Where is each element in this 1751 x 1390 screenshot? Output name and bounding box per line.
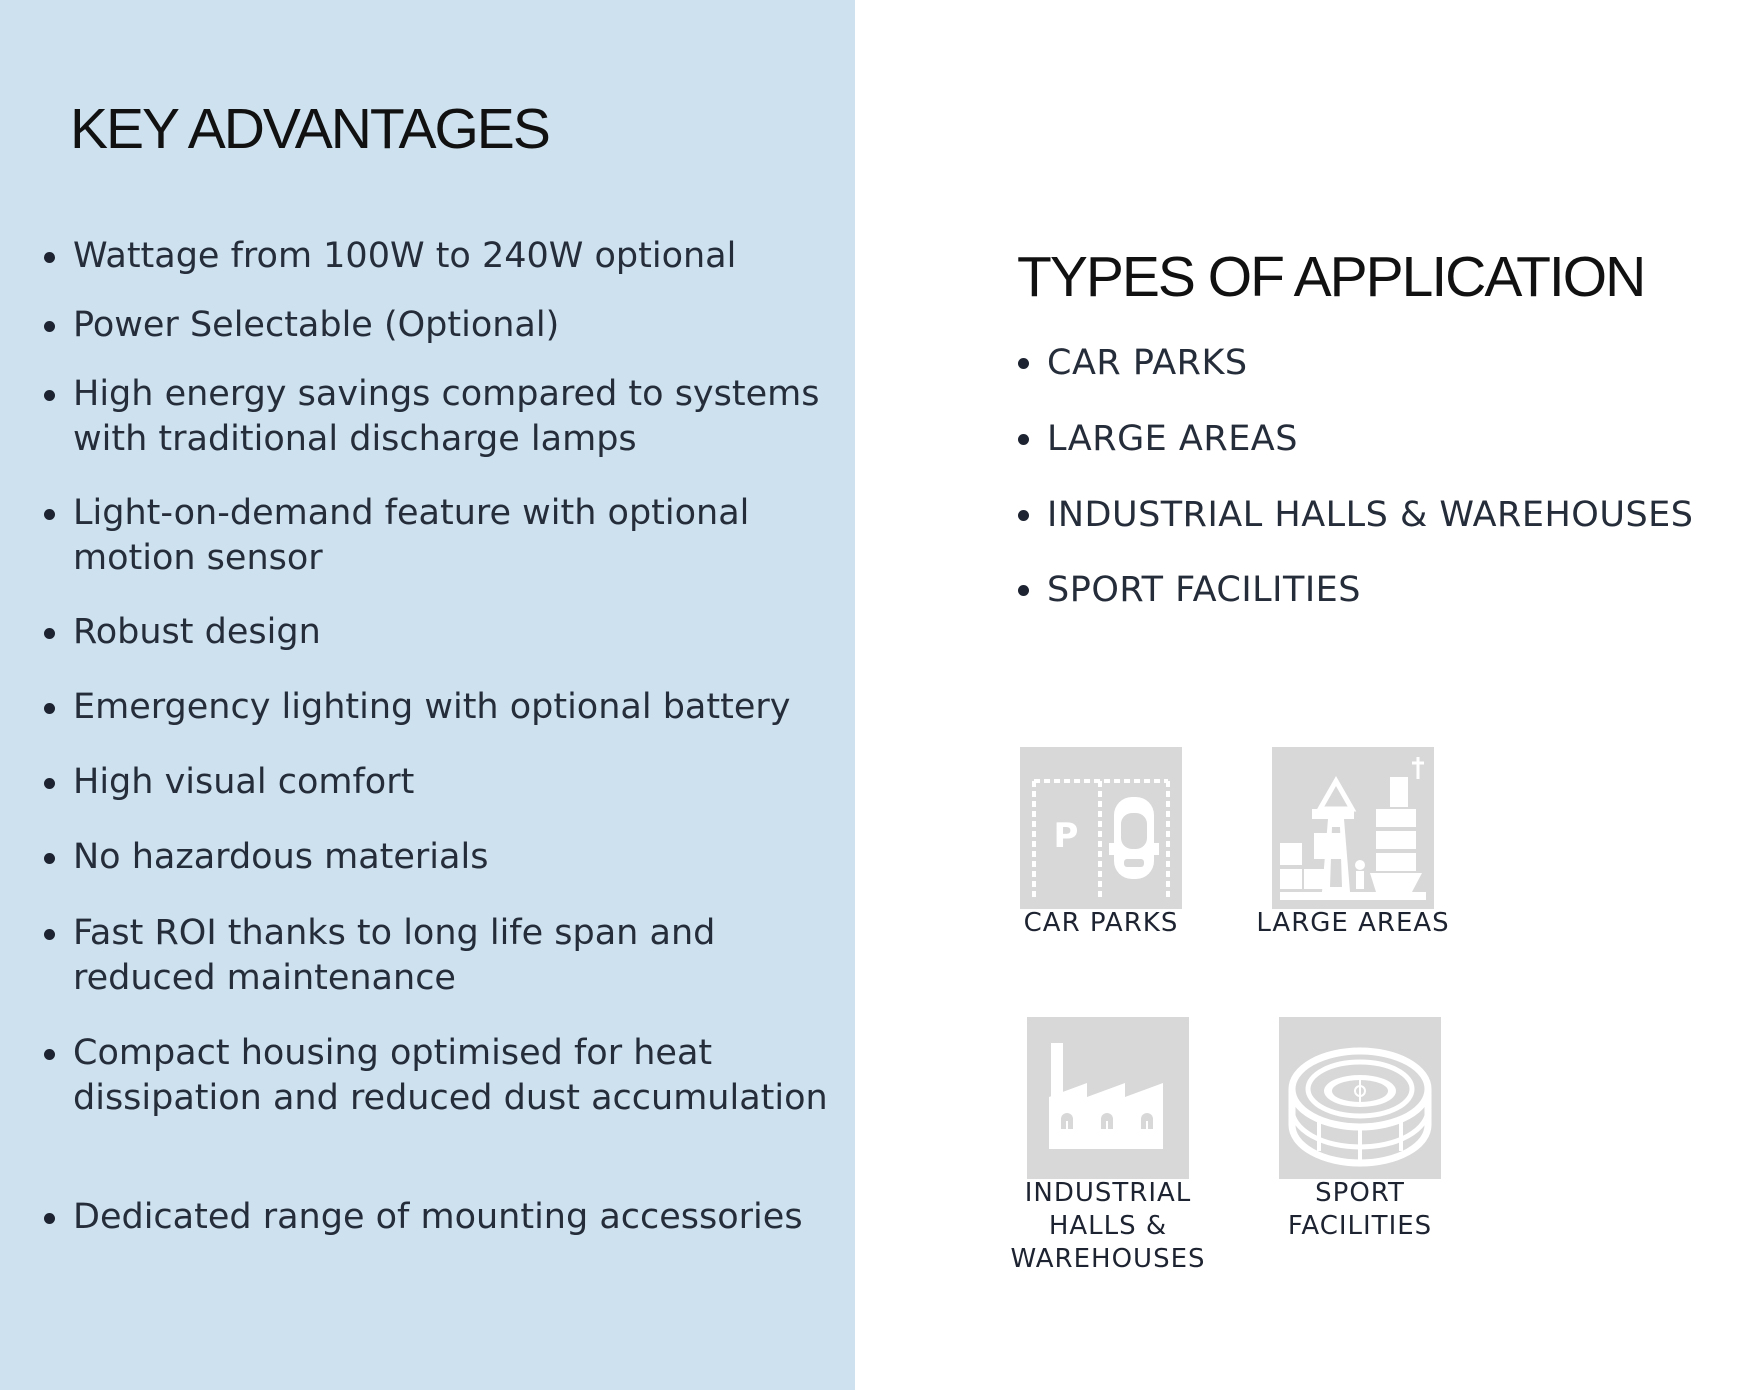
list-item: Fast ROI thanks to long life span and reduced maintenance [44, 911, 843, 1001]
car-park-icon [1020, 747, 1182, 909]
list-item: SPORT FACILITIES [1018, 568, 1361, 612]
list-item: Light-on-demand feature with optional motion sensor [44, 491, 843, 581]
tile-label-car-parks: CAR PARKS [1023, 908, 1179, 938]
list-item: LARGE AREAS [1018, 417, 1298, 461]
list-item: High energy savings compared to systems with traditional discharge lamps [44, 372, 843, 462]
tile-label-industrial: INDUSTRIAL HALLS & WAREHOUSES [1010, 1178, 1206, 1274]
list-item: Wattage from 100W to 240W optional [44, 234, 843, 279]
types-of-application-title: TYPES OF APPLICATION [1017, 245, 1645, 309]
list-item: Robust design [44, 610, 843, 655]
key-advantages-title: KEY ADVANTAGES [70, 97, 549, 161]
list-item: Emergency lighting with optional battery [44, 685, 843, 730]
tile-label-sport: SPORT FACILITIES [1287, 1178, 1433, 1241]
list-item: High visual comfort [44, 760, 843, 805]
list-item: CAR PARKS [1018, 341, 1248, 385]
factory-icon [1027, 1017, 1189, 1179]
stadium-icon [1279, 1017, 1441, 1179]
port-crane-icon [1272, 747, 1434, 909]
svg-text:P: P [1053, 816, 1079, 856]
list-item: No hazardous materials [44, 835, 843, 880]
list-item: Dedicated range of mounting accessories [44, 1195, 843, 1240]
list-item: INDUSTRIAL HALLS & WAREHOUSES [1018, 493, 1694, 537]
tile-label-large-areas: LARGE AREAS [1256, 908, 1450, 938]
list-item: Power Selectable (Optional) [44, 303, 843, 348]
list-item: Compact housing optimised for heat dissipation and reduced dust accumulation [44, 1031, 843, 1121]
